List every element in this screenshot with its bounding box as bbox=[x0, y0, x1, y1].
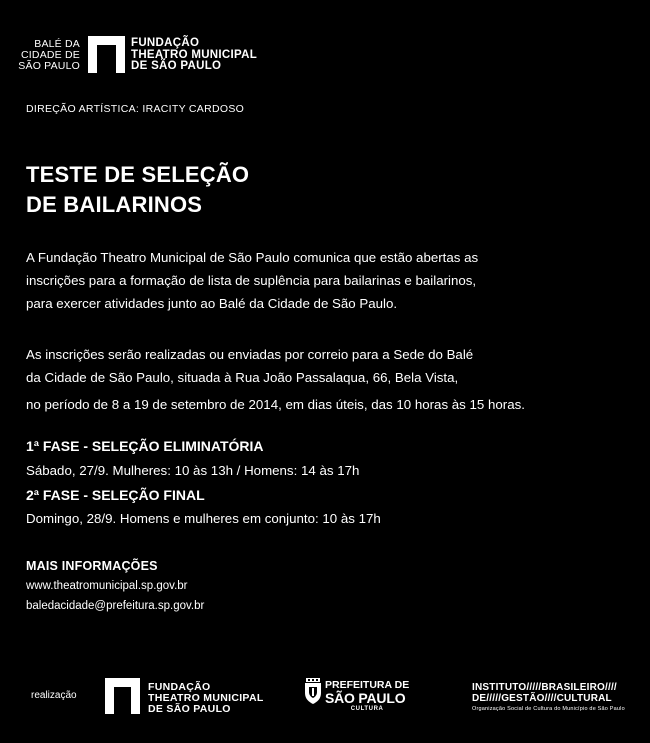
fundacao-logo-line: THEATRO MUNICIPAL bbox=[131, 48, 258, 61]
theatro-arch-logo-icon bbox=[88, 36, 125, 73]
prefeitura-logo-text bbox=[325, 680, 409, 713]
fundacao-logo-line: DE SÃO PAULO bbox=[148, 703, 231, 715]
fundacao-logo-line: FUNDAÇÃO bbox=[148, 681, 211, 693]
more-info-heading: MAIS INFORMAÇÕES bbox=[26, 559, 158, 573]
phase-1-title: 1ª FASE - SELEÇÃO ELIMINATÓRIA bbox=[26, 438, 264, 454]
registration-paragraph bbox=[26, 343, 636, 416]
theatro-arch-logo-icon bbox=[105, 678, 140, 714]
artistic-direction: DIREÇÃO ARTÍSTICA: IRACITY CARDOSO bbox=[26, 103, 245, 115]
phase-1-schedule: Sábado, 27/9. Mulheres: 10 às 13h / Homens: 14 às 17h bbox=[26, 463, 360, 478]
phase-2-schedule: Domingo, 28/9. Homens e mulheres em conjunto: 10 às 17h bbox=[26, 511, 381, 526]
prefeitura-line: PREFEITURA DE bbox=[325, 679, 410, 691]
bale-logo-line: BALÉ DA bbox=[34, 38, 80, 50]
paragraph-line: para exercer atividades junto ao Balé da Cidade de São Paulo. bbox=[26, 296, 398, 311]
website-link[interactable]: www.theatromunicipal.sp.gov.br bbox=[26, 580, 188, 592]
ibgc-row: INSTITUTO/////BRASILEIRO//// bbox=[472, 682, 617, 693]
title-line: TESTE DE SELEÇÃO bbox=[26, 162, 250, 187]
realizacao-label: realização bbox=[31, 690, 77, 701]
paragraph-line: As inscrições serão realizadas ou enviadas por correio para a Sede do Balé bbox=[26, 347, 474, 362]
paragraph-line: A Fundação Theatro Municipal de São Paulo comunica que estão abertas as bbox=[26, 250, 479, 265]
paragraph-line: inscrições para a formação de lista de suplência para bailarinas e bailarinos, bbox=[26, 273, 477, 288]
paragraph-line: da Cidade de São Paulo, situada à Rua João Passalaqua, 66, Bela Vista, bbox=[26, 370, 459, 385]
ibgc-word: GESTÃO bbox=[501, 693, 545, 704]
bale-logo-text bbox=[18, 39, 80, 72]
fundacao-logo-line: FUNDAÇÃO bbox=[131, 37, 200, 49]
phase-2-title: 2ª FASE - SELEÇÃO FINAL bbox=[26, 487, 205, 503]
bale-logo-line: CIDADE DE bbox=[21, 49, 80, 61]
intro-paragraph bbox=[26, 246, 636, 315]
prefeitura-line: CULTURA bbox=[350, 706, 384, 712]
paragraph-line: no período de 8 a 19 de setembro de 2014, em dias úteis, das 10 horas às 15 horas. bbox=[26, 397, 525, 412]
prefeitura-line: SÃO PAULO bbox=[325, 690, 406, 706]
email-link[interactable]: baledacidade@prefeitura.sp.gov.br bbox=[26, 600, 205, 612]
title-line: DE BAILARINOS bbox=[26, 192, 203, 217]
fundacao-logo-text bbox=[131, 38, 257, 73]
ibgc-subtitle: Organização Social de Cultura do Município de São Paulo bbox=[472, 706, 625, 712]
bale-logo-line: SÃO PAULO bbox=[18, 60, 80, 72]
ibgc-word: BRASILEIRO bbox=[541, 682, 605, 693]
ibgc-word: CULTURAL bbox=[556, 693, 612, 704]
footer-fundacao-logo-text bbox=[148, 682, 264, 715]
ibgc-row: DE/////GESTÃO////CULTURAL bbox=[472, 693, 612, 704]
ibgc-word: DE bbox=[472, 693, 487, 704]
page-title bbox=[26, 160, 249, 220]
fundacao-logo-line: THEATRO MUNICIPAL bbox=[148, 692, 264, 704]
city-crest-icon bbox=[303, 678, 323, 704]
fundacao-logo-line: DE SÃO PAULO bbox=[131, 60, 222, 72]
ibgc-word: INSTITUTO bbox=[472, 682, 527, 693]
ibgc-logo-text bbox=[472, 682, 625, 714]
